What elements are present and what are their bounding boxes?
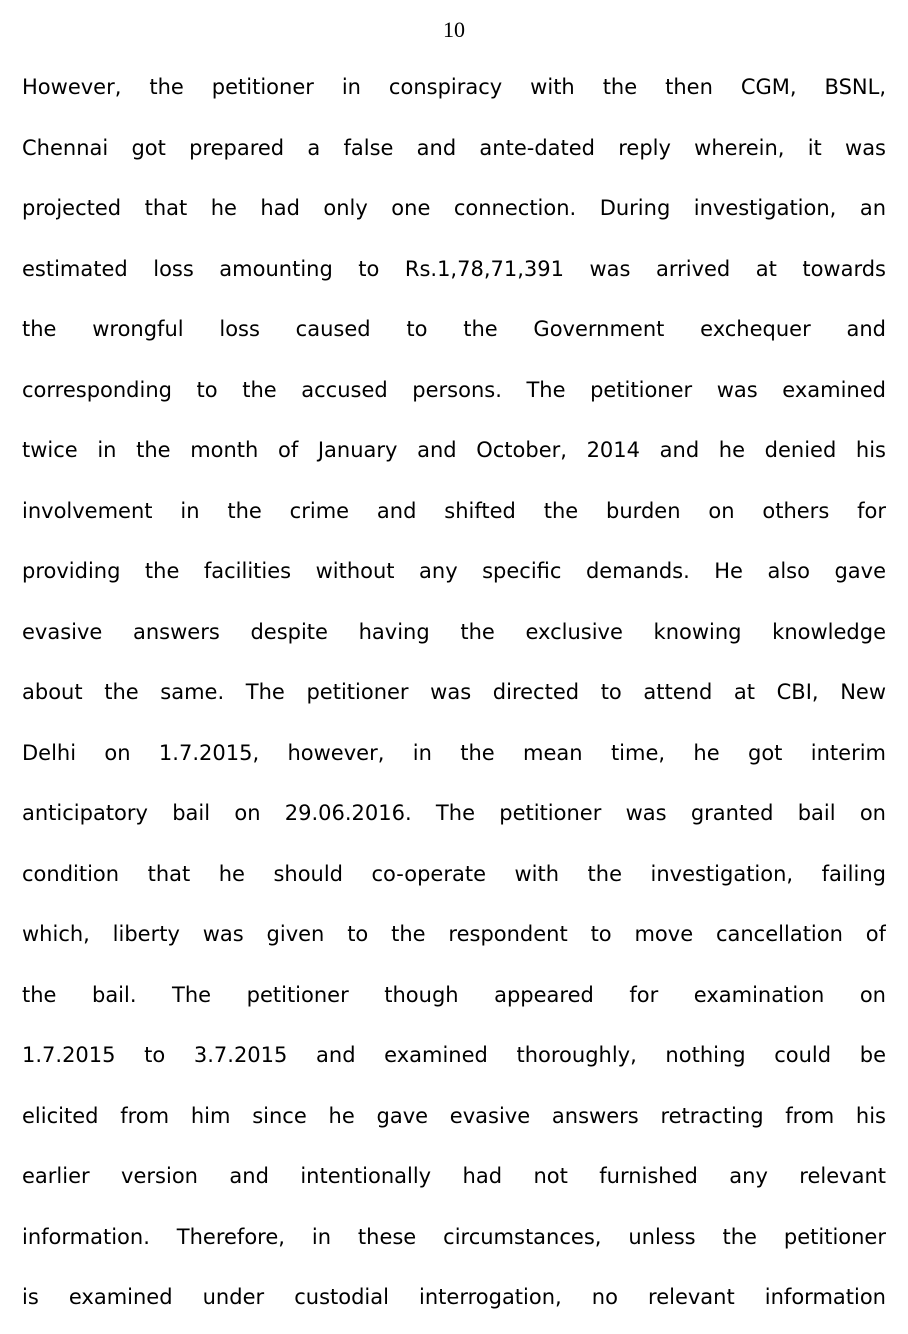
text-line: the bail. The petitioner though appeared for examination on bbox=[22, 982, 886, 1007]
text-line: providing the facilities without any specific demands. He also gave bbox=[22, 559, 886, 583]
text-line: evasive answers despite having the exclusive knowing knowledge bbox=[22, 619, 886, 644]
text-line: elicited from him since he gave evasive answers retracting from his bbox=[22, 1103, 886, 1128]
text-line: anticipatory bail on 29.06.2016. The petitioner was granted bail on bbox=[22, 801, 886, 825]
text-line: projected that he had only one connection. During investigation, an bbox=[22, 196, 886, 220]
text-line: Delhi on 1.7.2015, however, in the mean time, he got interim bbox=[22, 740, 886, 765]
document-body bbox=[22, 57, 886, 1328]
text-line: However, the petitioner in conspiracy with the then CGM, BSNL, bbox=[22, 75, 886, 99]
page-number: 10 bbox=[443, 17, 465, 42]
text-line: earlier version and intentionally had not furnished any relevant bbox=[22, 1164, 886, 1188]
text-line: which, liberty was given to the respondent to move cancellation of bbox=[22, 922, 886, 946]
text-line: condition that he should co-operate with the investigation, failing bbox=[22, 861, 886, 886]
text-line: involvement in the crime and shifted the burden on others for bbox=[22, 498, 886, 523]
text-line: information. Therefore, in these circumstances, unless the petitioner bbox=[22, 1224, 886, 1249]
text-line: twice in the month of January and October, 2014 and he denied his bbox=[22, 438, 886, 462]
text-line: is examined under custodial interrogation, no relevant information bbox=[22, 1285, 886, 1309]
text-line: estimated loss amounting to Rs.1,78,71,391 was arrived at towards bbox=[22, 256, 886, 281]
text-line: corresponding to the accused persons. The petitioner was examined bbox=[22, 377, 886, 402]
text-line: 1.7.2015 to 3.7.2015 and examined thoroughly, nothing could be bbox=[22, 1043, 886, 1067]
text-line: the wrongful loss caused to the Government exchequer and bbox=[22, 317, 886, 341]
text-line: about the same. The petitioner was directed to attend at CBI, New bbox=[22, 680, 886, 704]
text-line: Chennai got prepared a false and ante-dated reply wherein, it was bbox=[22, 135, 886, 160]
